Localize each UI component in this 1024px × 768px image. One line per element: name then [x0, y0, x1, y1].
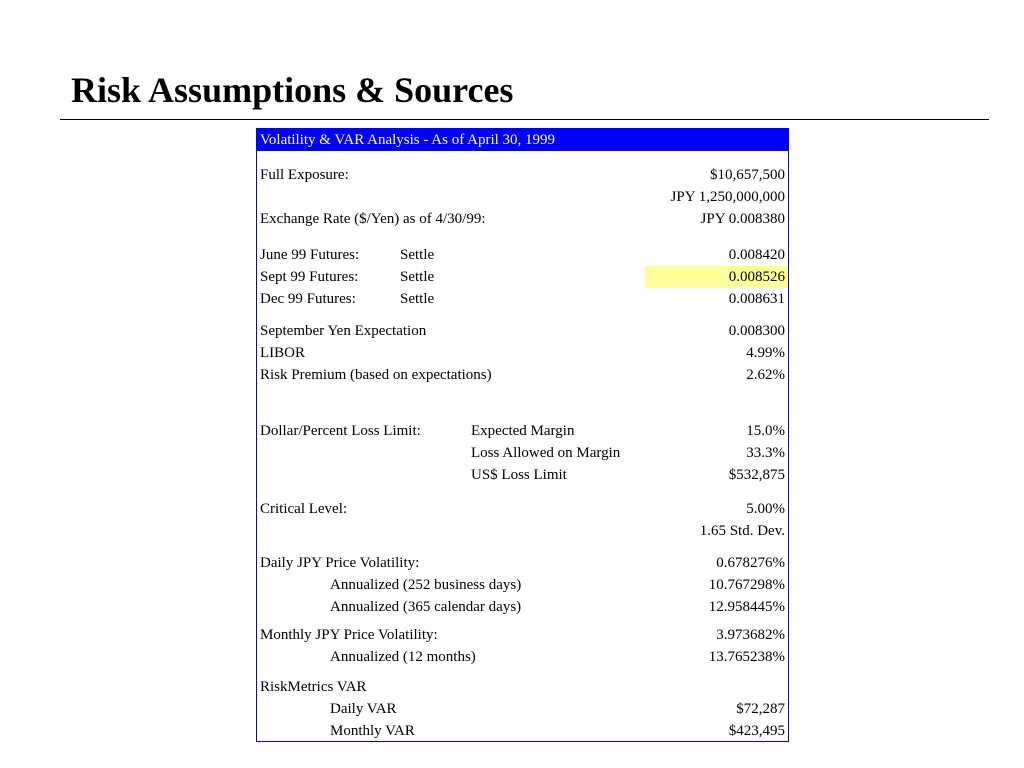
loss-limit-item-label: Expected Margin [471, 423, 575, 439]
futures-value: 0.008631 [728, 291, 785, 307]
risk-premium-label: Risk Premium (based on expectations) [260, 367, 492, 383]
futures-value: 0.008420 [728, 247, 785, 263]
exchange-rate-value: JPY 0.008380 [700, 211, 785, 227]
libor-value: 4.99% [746, 345, 785, 361]
loss-limit-row [257, 464, 788, 486]
annualized-value: 12.958445% [708, 599, 785, 615]
annualized-label: Annualized (12 months) [330, 649, 476, 665]
yen-expectation-value: 0.008300 [728, 323, 785, 339]
loss-limit-item-value: 15.0% [746, 423, 785, 439]
full-exposure-jpy: JPY 1,250,000,000 [670, 189, 785, 205]
var-label: Daily VAR [330, 701, 397, 717]
daily-vol-annualized-row [257, 596, 788, 618]
loss-limit-item-value: $532,875 [728, 467, 785, 483]
var-row [257, 720, 788, 742]
loss-limit-row [257, 442, 788, 464]
monthly-vol-row [257, 624, 788, 646]
annualized-value: 13.765238% [708, 649, 785, 665]
monthly-vol-annualized-row [257, 646, 788, 668]
futures-type: Settle [400, 291, 435, 307]
futures-row [257, 288, 788, 310]
loss-limit-item-label: Loss Allowed on Margin [471, 445, 621, 461]
libor-row [257, 342, 788, 364]
loss-limit-row [257, 420, 788, 442]
futures-row [257, 266, 788, 288]
critical-level-label: Critical Level: [260, 501, 348, 517]
full-exposure-usd: $10,657,500 [710, 167, 785, 183]
futures-type: Settle [400, 247, 435, 263]
daily-vol-label: Daily JPY Price Volatility: [260, 555, 420, 571]
futures-row [257, 244, 788, 266]
table-header: Volatility & VAR Analysis - As of April 30, 1999 [257, 129, 788, 151]
var-value: $423,495 [728, 723, 785, 739]
page-title: Risk Assumptions & Sources [71, 70, 514, 110]
monthly-vol-value: 3.973682% [716, 627, 785, 643]
var-row [257, 698, 788, 720]
yen-expectation-label: September Yen Expectation [260, 323, 427, 339]
risk-premium-value: 2.62% [746, 367, 785, 383]
annualized-value: 10.767298% [708, 577, 785, 593]
annualized-label: Annualized (252 business days) [330, 577, 522, 593]
futures-label: Sept 99 Futures: [260, 269, 359, 285]
futures-label: Dec 99 Futures: [260, 291, 356, 307]
exchange-rate-label: Exchange Rate ($/Yen) as of 4/30/99: [260, 211, 486, 227]
exchange-rate-row [257, 208, 788, 230]
critical-level-value: 5.00% [746, 501, 785, 517]
monthly-vol-label: Monthly JPY Price Volatility: [260, 627, 438, 643]
title-divider [60, 119, 989, 120]
loss-limit-item-value: 33.3% [746, 445, 785, 461]
full-exposure-label: Full Exposure: [260, 167, 349, 183]
libor-label: LIBOR [260, 345, 305, 361]
std-dev-row [257, 520, 788, 542]
risk-premium-row [257, 364, 788, 386]
var-value: $72,287 [736, 701, 785, 717]
riskmetrics-row [257, 676, 788, 698]
full-exposure-jpy-row [257, 186, 788, 208]
var-analysis-table [256, 128, 789, 742]
futures-label: June 99 Futures: [260, 247, 360, 263]
yen-expectation-row [257, 320, 788, 342]
futures-value: 0.008526 [728, 269, 785, 285]
futures-type: Settle [400, 269, 435, 285]
daily-vol-annualized-row [257, 574, 788, 596]
full-exposure-row [257, 164, 788, 186]
std-dev-value: 1.65 Std. Dev. [699, 523, 785, 539]
critical-level-row [257, 498, 788, 520]
loss-limit-item-label: US$ Loss Limit [471, 467, 567, 483]
daily-vol-value: 0.678276% [716, 555, 785, 571]
annualized-label: Annualized (365 calendar days) [330, 599, 522, 615]
daily-vol-row [257, 552, 788, 574]
var-label: Monthly VAR [330, 723, 415, 739]
riskmetrics-label: RiskMetrics VAR [260, 679, 367, 695]
loss-limit-label: Dollar/Percent Loss Limit: [260, 423, 421, 439]
